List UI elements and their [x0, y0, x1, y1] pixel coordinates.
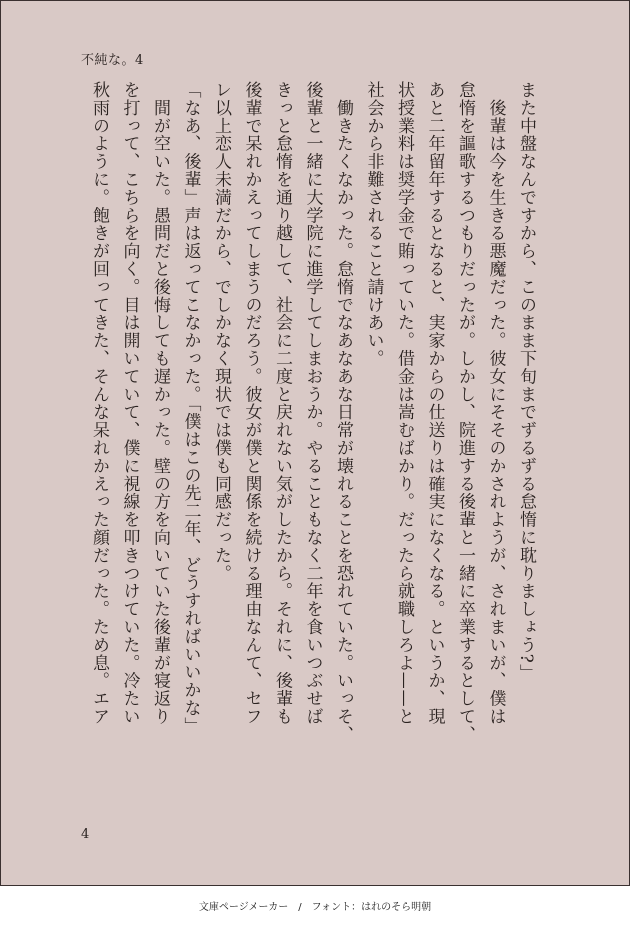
vertical-body-text — [71, 81, 541, 771]
running-title: 不純な。4 — [81, 53, 144, 68]
page-number: 4 — [81, 827, 90, 842]
text-line: あと二年留年するとなると、実家からの仕送りは確実になくなる。というか、現 — [424, 81, 445, 726]
text-line: 間が空いた。愚問だと後悔しても遅かった。壁の方を向いていた後輩が寝返り — [150, 81, 170, 726]
text-line: また中盤なんですから、このまま下旬までずるずる怠惰に耽りましょう?」 — [516, 81, 536, 682]
text-line: 怠惰を謳歌するつもりだったが。しかし、院進する後輩と一緒に卒業するとして、 — [455, 81, 475, 744]
text-line: を打って、こちらを向く。目は開いていて、僕に視線を叩きつけていた。冷たい — [119, 81, 140, 726]
text-line: 状授業料は奨学金で賄っていた。借金は嵩むばかり。だったら就職しろよ——と — [394, 81, 414, 726]
footer-credit: 文庫ページメーカー / フォント：はれのそら明朝 — [198, 902, 432, 913]
text-line: 「なあ、後輩」声は返ってこなかった。「僕はこの先二年、どうすればいいかな」 — [180, 81, 201, 735]
text-line: 後輩で呆れかえってしまうのだろう。彼女が僕と関係を続ける理由なんて、セフ — [241, 81, 262, 726]
text-line: 後輩は今を生きる悪魔だった。彼女にそそのかされようが、されまいが、僕は — [485, 81, 506, 726]
text-line: 社会から非難されること請けあい。 — [363, 81, 384, 368]
text-line: レ以上恋人未満だから、でしかなく現状では僕も同感だった。 — [211, 81, 231, 583]
text-line: 後輩と一緒に大学院に進学してしまおうか。やることもなく二年を食いつぶせば — [302, 81, 323, 726]
text-line: きっと怠惰を通り越して、社会に二度と戻れない気がしたから。それに、後輩も — [272, 81, 292, 726]
text-line: 秋雨のように。飽きが回ってきた、そんな呆れかえった顔だった。ため息。エア — [89, 81, 109, 726]
text-line: 働きたくなかった。怠惰でなあなあな日常が壊れることを恐れていた。いっそ、 — [333, 81, 353, 744]
